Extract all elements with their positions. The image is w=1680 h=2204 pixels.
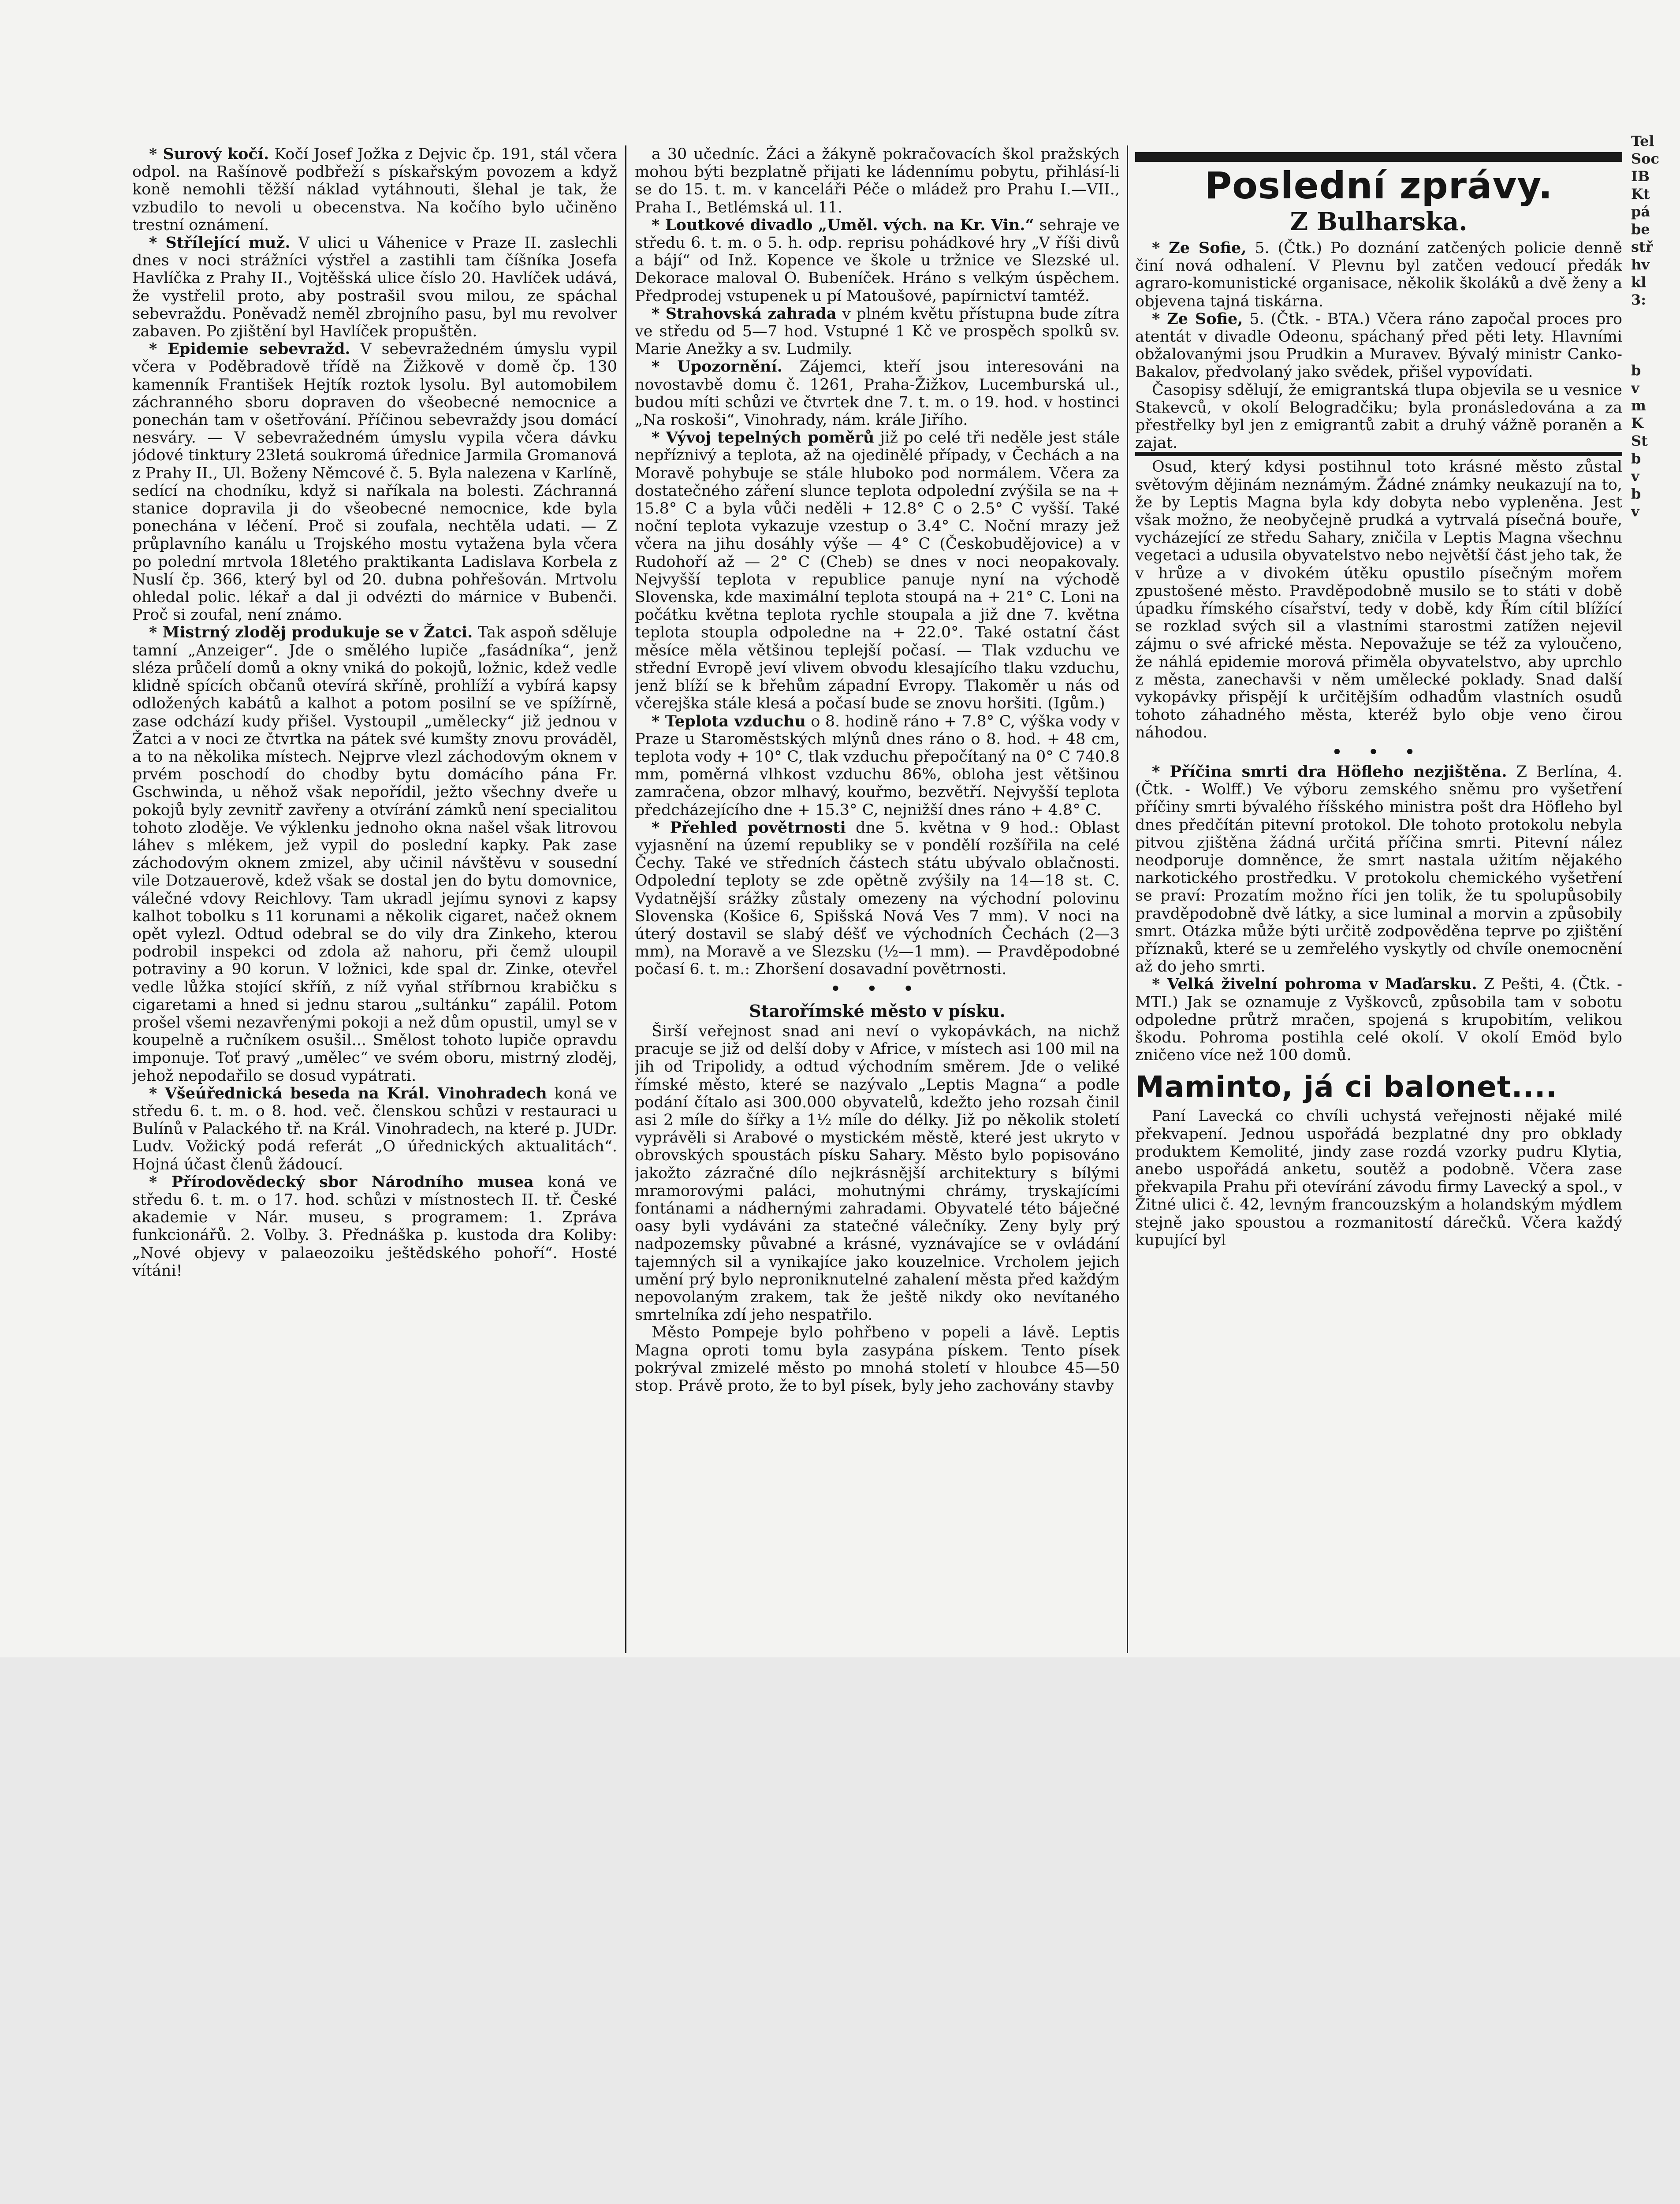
- edge-fragment: v: [1631, 380, 1639, 396]
- news-item-heading: * Mistrný zloděj produkuje se v Žatci.: [149, 623, 473, 642]
- news-item: [132, 624, 617, 1084]
- blank-lower-area: [0, 1657, 1680, 2204]
- news-item-text: Z Pešti, 4. (Čtk. - MTI.) Jak se oznamuje z Vyškovců, způsobila tam v sobotu odpoledne průtrž mračen, spojená s krupobitím, velikou škodu. Pohroma postihla celé okolí. V okolí Emöd bylo zničeno více než 100 domů.: [1135, 975, 1622, 1065]
- news-item-text: v plném květu přístupna bude zítra ve středu od 5—7 hod. Vstupné 1 Kč ve prospěch spolků sv. Marie Anežky a sv. Ludmily.: [635, 305, 1120, 358]
- news-item-text: Kočí Josef Jožka z Dejvic čp. 191, stál včera odpol. na Rašínově podbřeží s pískařským povozem a když koně nemohli těžší náklad vytáhnouti, šlehal je tak, že vzbudilo to nevoli u obecenstva. Na kočího bylo učiněno trestní oznámení.: [132, 145, 617, 234]
- news-item: [1135, 381, 1622, 452]
- news-item-heading: * Ze Sofie,: [1152, 309, 1243, 328]
- adjacent-page-edge: [1631, 132, 1680, 1102]
- edge-fragment: 3:: [1631, 291, 1646, 308]
- news-item-heading: * Surový kočí.: [149, 145, 269, 163]
- separator-dots: • • •: [1332, 743, 1426, 761]
- news-item: [635, 819, 1120, 979]
- news-item-heading: * Strahovská zahrada: [652, 304, 837, 323]
- news-item-text: o 8. hodině ráno + 7.8° C, výška vody v Praze u Staroměstských mlýnů dnes ráno o 8. hod. + 48 cm, teplota vody + 10° C, tlak vzduchu přepočítaný na 0° C 740.8 mm, poměrná vlhkost vzduchu 86%, obloha jest většinou zamračena, obzor mlhavý, kouřmo, bezvětří. Nejvyšší teplota předcházejícího dne + 15.3° C, nejnižší dnes ráno + 4.8° C.: [635, 712, 1120, 819]
- foreign-news: [1135, 763, 1622, 1064]
- edge-fragment: kl: [1631, 274, 1646, 290]
- ad-title: Mamintо, já ci balonet....: [1135, 1070, 1557, 1104]
- column-2: [635, 145, 1120, 1653]
- news-item: [132, 340, 617, 624]
- news-item-heading: * Přírodovědecký sbor Národního musea: [149, 1173, 534, 1191]
- leptis-continuation: [1135, 458, 1622, 741]
- article-heading: Starořímské město v písku.: [749, 1001, 1006, 1021]
- news-item: [1135, 975, 1622, 1064]
- edge-fragment: v: [1631, 503, 1639, 520]
- news-item: [635, 216, 1120, 305]
- news-item-heading: * Loutkové divadlo „Uměl. vých. na Kr. Vin.“: [652, 216, 1034, 234]
- news-item: [635, 145, 1120, 216]
- edge-fragment: pá: [1631, 203, 1650, 220]
- edge-fragment: b: [1631, 450, 1641, 467]
- edge-fragment: b: [1631, 485, 1641, 502]
- edge-fragment: Kt: [1631, 186, 1650, 202]
- banner-rule-middle: [1135, 452, 1622, 456]
- edge-fragment: b: [1631, 362, 1641, 379]
- edge-fragment: Tel: [1631, 133, 1654, 149]
- edge-fragment: K: [1631, 415, 1643, 432]
- news-item-heading: * Teplota vzduchu: [652, 712, 806, 730]
- news-item: [635, 358, 1120, 429]
- news-item: [132, 1085, 617, 1173]
- news-item-text: sehraje ve středu 6. t. m. o 5. h. odp. reprisu pohádkové hry „V říši divů a bájí“ od Inž. Kopence ve škole u tržnice ve Slezské ul. Dekorace maloval O. Bubeníček. Hráno s velkým úspěchem. Předprodej vstupenek u pí Matoušové, papírnictví tamtéž.: [635, 216, 1120, 305]
- news-item: [635, 713, 1120, 819]
- article-paragraph: Širší veřejnost snad ani neví o vykopávkách, na nichž pracuje se již od delší doby v Africe, v místech asi 100 mil na jih od Tripolidy, a odtud východním směrem. Jde o veliké římské město, které se nazývalo „Leptis Magna“ a podle podání čítalo asi 300.000 obyvatelů, kdežto jeho rozsah činil asi 2 míle do šířky a 1½ míle do délky. Již po několik století vyprávěli si Arabové o mystickém městě, které jest ukryto v obrovských spoustách písku Sahary. Město bylo popisováno jakožto zázračné dílo nejkrásnější architektury s bílými mramorovými paláci, mohutnými chrámy, tryskajícími fontánami a nádhernými zahradami. Obyvatelé této báječné oasy byli vydáváni za statečné válečníky. Zeny byly prý nadpozemsky půvabné a krásné, vyznávajíce se v ovládání tajemných sil a vynikajíce jako kouzelnice. Vrcholem jejich umění prý bylo neproniknutelné zahalení města před každým nepovolaným zrakem, tak že ještě nikdy oko nevítaného smrtelníka zdí jeho nespatřilo.: [635, 1022, 1120, 1324]
- news-item: [635, 305, 1120, 358]
- news-item: [132, 145, 617, 234]
- column-divider-2: [1127, 145, 1128, 1653]
- news-item-text: koná ve středu 6. t. m. o 8. hod. več. členskou schůzi v restauraci u Bulínů v Palackého tř. na Král. Vinohradech, na které p. JUDr. Ludv. Vožický podá referát „O úřednických aktualitách“. Hojná účast členů žádoucí.: [132, 1084, 617, 1173]
- news-item-heading: * Ze Sofie,: [1152, 239, 1247, 257]
- news-item-text: Zájemci, kteří jsou interesováni na novostavbě domu č. 1261, Praha-Žižkov, Lucemburská ul., budou míti schůzi ve čtvrtek dne 7. t. m. o 19. hod. v hostinci „Na roskoši“, Vinohrady, nám. krále Jiřího.: [635, 358, 1120, 429]
- column-3: [1135, 152, 1622, 1653]
- news-item: [1135, 763, 1622, 975]
- news-item-text: 5. (Čtk. - BTA.) Včera ráno započal proces pro atentát v divadle Odeonu, spáchaný před pěti lety. Hlavními obžalovanými jsou Prudkin a Muravev. Bývalý ministr Canko-Bakalov, předvolaný jako svědek, přišel vypovídati.: [1135, 310, 1622, 381]
- news-item-heading: * Přehled povětrnosti: [652, 818, 846, 837]
- news-item-heading: * Všeúřednická beseda na Král. Vinohradech: [149, 1084, 547, 1102]
- news-item: [1135, 239, 1622, 310]
- article-paragraph: Město Pompeje bylo pohřbeno v popeli a lávě. Leptis Magna oproti tomu byla zasypána pískem. Tento písek pokrýval zmizelé město po mnohá století v hloubce 45—50 stop. Právě proto, že to byl písek, byly jeho zachovány stavby: [635, 1324, 1120, 1395]
- subtitle-bulgaria: Z Bulharska.: [1290, 207, 1468, 236]
- news-item: [132, 234, 617, 340]
- edge-fragment: m: [1631, 397, 1646, 414]
- ad-text: Paní Lavecká co chvíli uchystá veřejnosti nějaké milé překvapení. Jednou uspořádá bezplatné dny pro obklady produktem Kemolité, jindy zase rozdá vzorky pudru Klytia, anebo uspořádá anketu, soutěž a podobně. Včera zase překvapila Prahu při otevírání závodu firmy Lavecký a spol., v Žitné ulici č. 42, levným francouzským a holandským mýdlem stejně jako spoustou a rozmanitostí dárečků. Včera každý kupující byl: [1135, 1107, 1622, 1249]
- news-item-heading: * Velká živelní pohroma v Maďarsku.: [1152, 975, 1477, 994]
- column-1: [132, 145, 617, 1653]
- edge-fragment: v: [1631, 468, 1639, 484]
- separator-dots: • • •: [831, 979, 924, 998]
- news-item-heading: * Příčina smrti dra Höfleho nezjištěna.: [1152, 762, 1507, 781]
- news-item-text: Tak aspoň sděluje tamní „Anzeiger“. Jde o smělého lupiče „fasádníka“, jenž sléza průčelí domů a okny vniká do pokojů, ložnic, kdež vedle klidně spících občanů otevírá skříně, prohlíží a vybírá kapsy odložených kabátů a kalhot a potom posilní se ve spížírně, zase odchází kudy přišel. Vystoupil „umělecky“ již jednou v Žatci a v noci ze čtvrtka na pátek své kumšty znovu prováděl, a to na několika místech. Nejprve vlezl záchodovým oknem v prvém poschodí do chodby bytu domácího pána Fr. Gschwinda, u něhož však nepořídil, ježto všechny dveře u pokojů byly zevnitř zavřeny a otvírání zámků není specialitou tohoto zloděje. Ve výklenku jednoho okna našel však litrovou láhev s mlékem, jež vypil do poslední kapky. Pak zase záchodovým oknem zmizel, aby učinil návštěvu v sousední vile Dotzauerově, kdež však se dostal jen do bytu domovnice, válečné vdovy Reichlovy. Tam ukradl jejímu synovi z kapsy kalhot tobolku s 11 korunami a několik cigaret, načež oknem opět vylezl. Odtud odebral se do vily dra Zinkeho, kterou podrobil inspekci od zdola až nahoru, při čemž uloupil potraviny a 90 korun. V ložnici, kde spal dr. Zinke, otevřel vedle lůžka stojící skříň, z níž vyňal stříbrnou krabičku s cigaretami a hned si jednu starou „sultánku“ zapálil. Potom prošel všemi nezavřenými pokoji a než dům opustil, umyl se v koupelně a ručníkem osušil... Smělost tohoto lupiče opravdu imponuje. Toť pravý „umělec“ ve svém oboru, mistrný zloděj, jehož nepodařilo se dosud vypátrati.: [132, 624, 617, 1085]
- news-item-heading: * Epidemie sebevražd.: [149, 340, 350, 358]
- section-title-latest-news: Poslední zprávy.: [1204, 164, 1553, 207]
- news-item-heading: * Vývoj tepelných poměrů: [652, 428, 875, 447]
- news-item-heading: * Upozornění.: [652, 357, 782, 376]
- column-divider-1: [625, 145, 626, 1653]
- news-item-text: dne 5. května v 9 hod.: Oblast vyjasnění na území republiky se v pondělí rozšířila na celé Čechy. Také ve středních částech státu ubývalo oblačnosti. Odpolední teploty se zde opětně zvýšily na 14—18 st. C. Vydatnější srážky zůstaly omezeny na východní polovinu Slovenska (Košice 6, Spišská Nová Ves 7 mm). V noci na úterý dostavil se slabý déšť ve východních Čechách (2—3 mm), na Moravě a ve Slezsku (½—1 mm). — Pravděpodobné počasí 6. t. m.: Zhoršení dosavadní povětrnosti.: [635, 819, 1120, 979]
- news-item-text: koná ve středu 6. t. m. o 17. hod. schůzi v místnostech II. tř. České akademie v Nár. museu, s programem: 1. Zpráva funkcionářů. 2. Volby. 3. Přednáška p. kustoda dra Koliby: „Nové objevy v palaeozoiku ještědského pohoří“. Hosté vítáni!: [132, 1173, 617, 1280]
- news-item: [132, 1173, 617, 1280]
- news-item-text: V sebevražedném úmyslu vypil včera v Poděbradově třídě na Žižkově v domě čp. 130 kamenník František Hejtík roztok lysolu. Byl automobilem záchranného sboru dopraven do všeobecné nemocnice a ponechán tam v ošetřování. Příčinou sebevraždy jsou domácí nesváry. — V sebevražedném úmyslu vypila včera dávku jódové tinktury 23letá soukromá úřednice Jarmila Gromanová z Prahy II., Ul. Boženy Němcové č. 5. Byla nalezena v Karlíně, sedící na chodníku, když si naříkala na bolesti. Záchranná stanice dopravila ji do všeobecné nemocnice, kde byla ponechána v léčení. Proč si zoufala, nechtěla udati. — Z průplavního kanálu u Trojského mostu vytažena byla včera po polední mrtvola 18letého praktikanta Ladislava Korbela z Nuslí čp. 366, který byl od 20. dubna pohřešován. Mrtvolu ohledal polic. lékař a dal ji odvézti do márnice v Bubenči. Proč si zoufal, není známo.: [132, 340, 617, 624]
- article-paragraph: Osud, který kdysi postihnul toto krásné město zůstal světovým dějinám neznámým. Žádné známky neukazují na to, že by Leptis Magna byla kdy dobyta nebo vypleněna. Jest však možno, že neobyčejně prudká a vytrvalá písečná bouře, vycházející ze středu Sahary, zničila v Leptis Magna všechnu vegetaci a udusila obyvatelstvo nebo největší část jeho tak, že v hrůze a v divokém útěku opustilo písečným mořem zpustošené město. Pravděpodobně musilo se to státi v době úpadku římského císařství, tedy v době, kdy Řím cítil blížící se rozklad svých sil a vlastními starostmi zatížen nejevil zájmu o své africké města. Nepovažuje se též za vyloučeno, že náhlá epidemie morová přiměla obyvatelstvo, aby uprchlo z města, zanechavši v něm umělecké poklady. Snad další vykopávky přispějí k určitějším odhadům vlastních osudů tohoto záhadného města, kteréž bylo obje veno čirou náhodou.: [1135, 458, 1622, 742]
- news-item-heading: * Střílející muž.: [149, 234, 291, 252]
- news-item-text: Z Berlína, 4. (Čtk. - Wolff.) Ve výboru zemského sněmu pro vyšetření příčiny smrti bývalého říšského ministra pošt dra Höfleho byl dnes předčítán pitevní protokol. Dle tohoto protokolu nebyla pitvou zjištěna žádná určitá příčina smrti. Pitevní nález neodporuje domněnce, že smrt nastala užitím nějakého narkotického prostředku. V protokolu chemického vyšetření se praví: Prozatím možno říci jen tolik, že tu spolupůsobily pravděpodobně dvě látky, a sice luminal a morvin a způsobily smrt. Otázka může býti určitě zodpověděna teprve po zjištění příznaků, které se u zemřelého vyskytly od chvíle onemocnění až do jeho smrti.: [1135, 763, 1622, 976]
- edge-fragment: St: [1631, 432, 1648, 449]
- news-item-text: již po celé tři neděle jest stále nepříznivý a teplota, až na ojedinělé případy, v Čechách a na Moravě pohybuje se stále hluboko pod normálem. Včera za dostatečného záření slunce teplota odpolední zvýšila se na + 15.8° C a byla vůči neděli + 12.8° C o 2.5° C vyšší. Také noční teplota vykazuje vzestup o 3.4° C. Noční mrazy jež včera na jihu dosáhly výše — 4° C (Českobudějovice) a v Rudohoří až — 2° C (Cheb) se dnes v noci neopakovaly. Nejvyšší teplota v republice panuje nyní na východě Slovenska, kde maximální teplota stoupá na + 21° C. Loni na počátku května teplota rychle stoupala a již dne 7. května teplota stoupla odpoledne na + 22.0°. Také ostatní část měsíce měla většinou teplejší počasí. — Tlak vzduchu ve střední Evropě jeví vlivem obvodu klesajícího tlaku vzduchu, jenž blíží se k břehům západní Evropy. Tlakoměr u nás od včerejška stále klesá a počasí bude se znovu horšiti. (Igům.): [635, 429, 1120, 713]
- news-item: [1135, 310, 1622, 381]
- edge-fragment: hv: [1631, 256, 1650, 273]
- edge-fragment: Soc: [1631, 150, 1659, 167]
- news-item-text: 5. (Čtk.) Po doznání zatčených policie denně činí nová odhalení. V Plevnu byl zatčen vedoucí předák agraro-komunistické organisace, několik školáků a dvě ženy a objevena tajná tiskárna.: [1135, 239, 1622, 310]
- edge-fragment: IB: [1631, 168, 1650, 185]
- banner-rule-top: [1135, 152, 1622, 162]
- news-item-text: a 30 učedníc. Žáci a žákyně pokračovacích škol pražských mohou býti bezplatně přijati ke ládennímu pobytu, přihlásí-li se do 15. t. m. v kanceláři Péče o mládež pro Prahu I.—VII., Praha I., Betlémská ul. 11.: [635, 145, 1120, 216]
- edge-fragment: be: [1631, 221, 1650, 238]
- edge-fragment: stř: [1631, 238, 1653, 255]
- news-item-text: Časopisy sdělují, že emigrantská tlupa objevila se u vesnice Stakevců, v okolí Belogradčiku; byla pronásledována a za přestřelky byl jen z emigrantů zabit a druhý vážně poraněn a zajat.: [1135, 381, 1622, 452]
- bulgaria-news: [1135, 239, 1622, 452]
- news-item-text: V ulici u Váhenice v Praze II. zaslechli dnes v noci strážníci výstřel a zastihli tam číšníka Josefa Havlíčka z Prahy II., Vojtěšská ulice číslo 20. Havlíček udává, že vystřelil proto, aby postrašil svou milou, ze spáchal sebevraždu. Poněvadž neměl zbrojního pasu, byl mu revolver zabaven. Po zjištění byl Havlíček propuštěn.: [132, 234, 617, 341]
- news-item: [635, 429, 1120, 712]
